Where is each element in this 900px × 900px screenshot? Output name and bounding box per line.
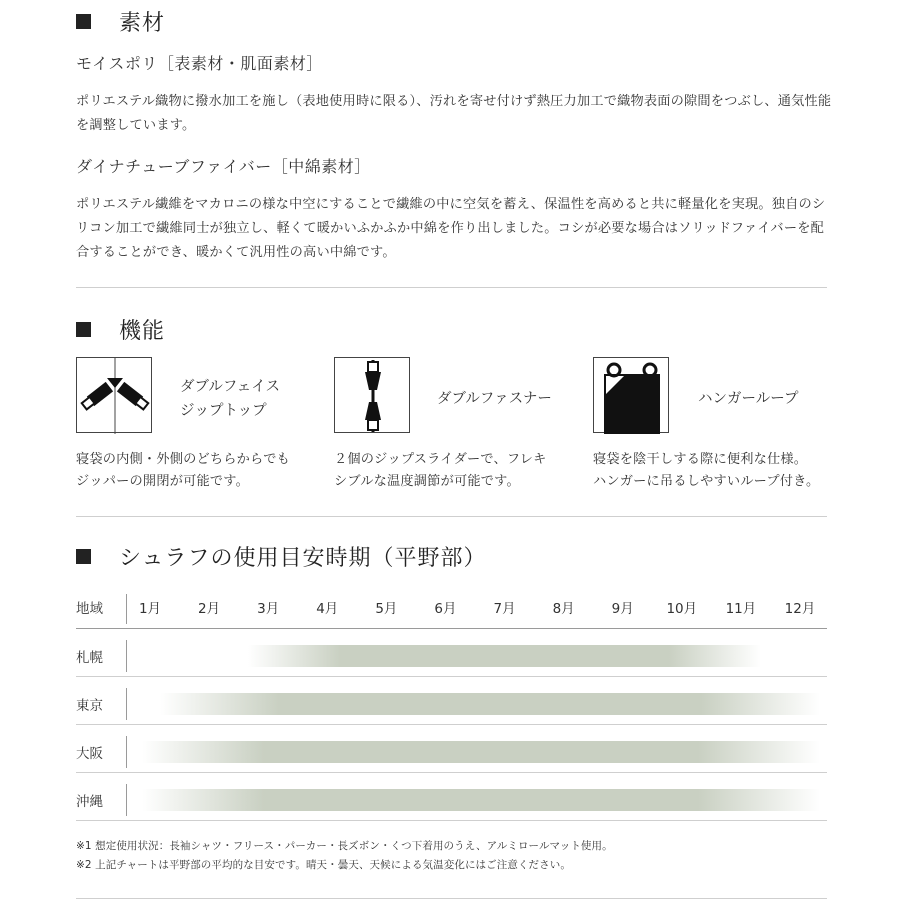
material-heading (76, 6, 165, 37)
region-name: 大阪 (76, 746, 103, 762)
month-label: 4月 (316, 601, 339, 617)
section-divider (76, 516, 827, 517)
month-label: 7月 (493, 601, 516, 617)
region-separator (126, 784, 127, 816)
feature-desc-line2: シブルな温度調節が可能です。 (334, 474, 520, 489)
feature-desc-line1: ２個のジップスライダーで、フレキ (334, 452, 547, 467)
heading-square-icon (76, 14, 91, 29)
heading-square-icon (76, 322, 91, 337)
month-label: 5月 (375, 601, 398, 617)
hanger-loop-icon (593, 357, 669, 433)
header-separator (126, 594, 127, 624)
material-item2-title: ダイナチューブファイバー［中綿素材］ (76, 157, 371, 176)
region-separator (126, 688, 127, 720)
month-label: 11月 (725, 601, 757, 617)
season-heading (76, 541, 487, 572)
feature-desc (593, 449, 819, 493)
feature-label-line2: ジップトップ (180, 403, 267, 419)
feature-label: ハンガーループ (698, 391, 799, 407)
region-name: 札幌 (76, 650, 103, 666)
feature-desc-line1: 寝袋を陰干しする際に便利な仕様。 (593, 452, 808, 467)
material-item1-title: モイスポリ［表素材・肌面素材］ (76, 54, 323, 73)
feature-label: ダブルファスナー (437, 391, 552, 407)
double-fastener-icon (334, 357, 410, 433)
note-2: ※2 上記チャートは平野部の平均的な目安です。晴天・曇天、天候による気温変化にはご注意ください。 (76, 859, 571, 871)
feature-desc (76, 449, 290, 493)
material-item1-text: ポリエステル織物に撥水加工を施し（表地使用時に限る）、汚れを寄せ付けず熱圧力加工で織物表面の隙間をつぶし、通気性能を調整しています。 (76, 94, 832, 133)
month-label: 8月 (552, 601, 575, 617)
feature-desc-line2: ハンガーに吊るしやすいループ付き。 (593, 474, 820, 489)
month-label: 12月 (784, 601, 816, 617)
section-divider (76, 898, 827, 899)
note-1: ※1 想定使用状況：長袖シャツ・フリース・パーカー・長ズボン・くつ下着用のうえ、アルミロールマット使用。 (76, 840, 613, 852)
feature-label-line1: ダブルフェイス (180, 379, 281, 395)
usage-period-bar (142, 789, 820, 811)
features-heading (76, 314, 165, 345)
season-title: シュラフの使用目安時期（平野部） (119, 546, 487, 571)
feature-desc-line1: 寝袋の内側・外側のどちらからでも (76, 452, 291, 467)
row-line (76, 772, 827, 773)
row-line (76, 820, 827, 821)
section-divider (76, 287, 827, 288)
usage-period-bar (248, 645, 761, 667)
region-header: 地域 (76, 601, 103, 617)
region-separator (126, 736, 127, 768)
region-name: 沖縄 (76, 794, 103, 810)
row-line (76, 676, 827, 677)
feature-desc-line2: ジッパーの開閉が可能です。 (76, 474, 249, 489)
region-separator (126, 640, 127, 672)
month-label: 1月 (138, 601, 162, 617)
material-title: 素材 (119, 11, 166, 36)
features-title: 機能 (119, 319, 166, 344)
month-label: 2月 (198, 601, 221, 617)
heading-square-icon (76, 549, 91, 564)
header-line (76, 628, 827, 629)
feature-desc (334, 449, 546, 493)
usage-period-bar (160, 693, 820, 715)
double-face-zip-icon (76, 357, 152, 433)
region-name: 東京 (76, 698, 103, 714)
feature-label (180, 375, 280, 423)
month-label: 3月 (257, 601, 280, 617)
row-line (76, 724, 827, 725)
month-label: 10月 (666, 601, 698, 617)
material-item2-text: ポリエステル繊維をマカロニの様な中空にすることで繊維の中に空気を蓄え、保温性を高めると共に軽量化を実現。独自のシリコン加工で繊維同士が独立し、軽くて暖かいふかふか中綿を作り出しました。コシが必要な場合はソリッドファイバーを配合することができ、暖かくて汎用性の高い中綿です。 (76, 197, 826, 260)
month-label: 9月 (611, 601, 634, 617)
usage-period-bar (142, 741, 820, 763)
month-label: 6月 (434, 601, 457, 617)
